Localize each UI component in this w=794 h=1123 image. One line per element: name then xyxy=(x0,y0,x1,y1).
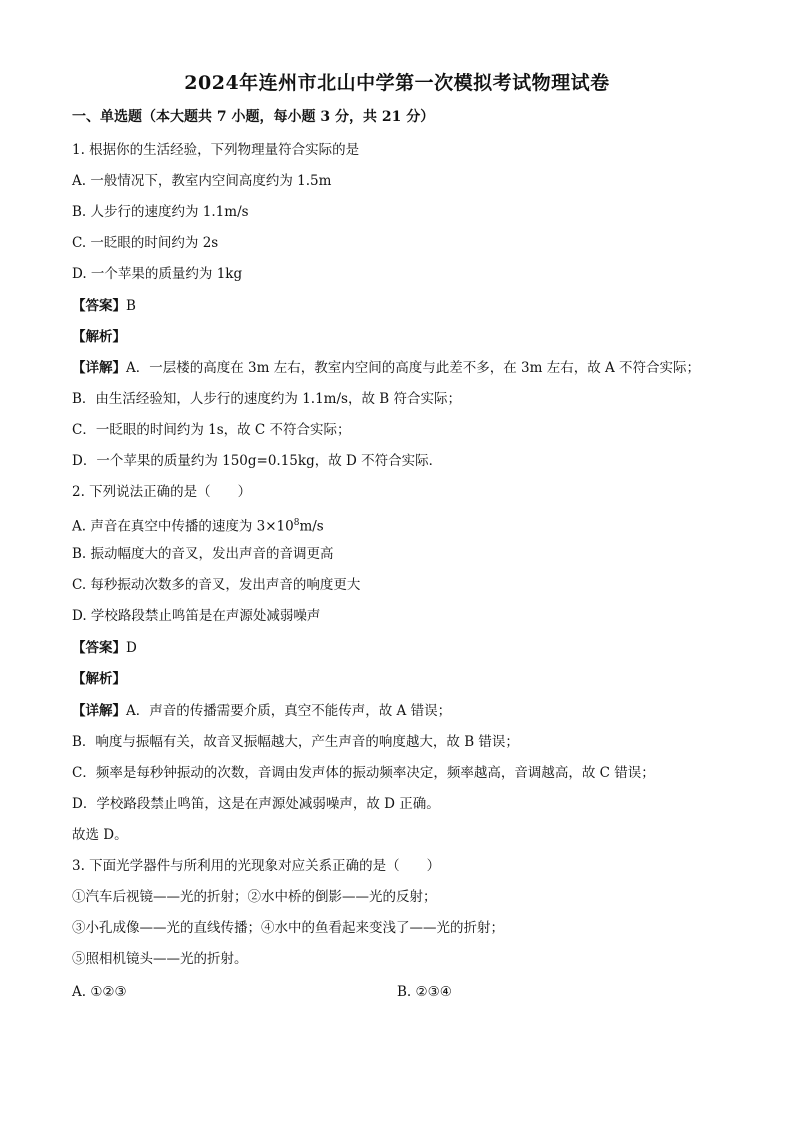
q1-analysis-label xyxy=(72,328,126,346)
q3-item-line-3: ⑤照相机镜头——光的折射。 xyxy=(72,951,248,967)
answer-value: B xyxy=(126,298,136,314)
unit: m/s xyxy=(299,518,324,535)
q2-option-a xyxy=(72,514,324,536)
q2-analysis-label xyxy=(72,670,126,688)
page-title: 2024年连州市北山中学第一次模拟考试物理试卷 xyxy=(184,72,610,94)
q1-explain-c: C．一眨眼的时间约为 1s，故 C 不符合实际； xyxy=(72,422,351,438)
q1-option-a: A. 一般情况下，教室内空间高度约为 1.5m xyxy=(72,173,332,189)
q2-option-c: C. 每秒振动次数多的音叉，发出声音的响度更大 xyxy=(72,577,361,593)
q3-item-line-2: ③小孔成像——光的直线传播；④水中的鱼看起来变浅了——光的折射； xyxy=(72,920,504,936)
q3-option-b: B. ②③④ xyxy=(397,984,452,1000)
q2-option-b: B. 振动幅度大的音叉，发出声音的音调更高 xyxy=(72,546,334,562)
q1-explain-d: D．一个苹果的质量约为 150g=0.15kg，故 D 不符合实际． xyxy=(72,453,443,469)
q2-conclusion: 故选 D。 xyxy=(72,827,128,843)
option-text: A. 声音在真空中传播的速度为 3×10 xyxy=(72,518,294,535)
detail-tag: 【详解】 xyxy=(72,703,126,719)
explain-text: A．一层楼的高度在 3m 左右，教室内空间的高度与此差不多，在 3m 左右，故 A 不符合实际； xyxy=(126,360,701,376)
q1-answer xyxy=(72,297,136,315)
q2-option-d: D. 学校路段禁止鸣笛是在声源处减弱噪声 xyxy=(72,608,321,624)
explain-text: A．声音的传播需要介质，真空不能传声，故 A 错误； xyxy=(126,703,452,719)
detail-tag: 【详解】 xyxy=(72,360,126,376)
q2-answer xyxy=(72,639,137,657)
q3-stem: 3. 下面光学器件与所利用的光现象对应关系正确的是（ ） xyxy=(72,858,441,874)
q1-option-d: D. 一个苹果的质量约为 1kg xyxy=(72,266,243,282)
q1-option-b: B. 人步行的速度约为 1.1m/s xyxy=(72,204,249,220)
q2-explain-b: B．响度与振幅有关，故音叉振幅越大，产生声音的响度越大，故 B 错误； xyxy=(72,734,519,750)
analysis-tag: 【解析】 xyxy=(72,671,126,687)
q1-explain-a xyxy=(72,359,700,377)
exponent: 8 xyxy=(293,518,300,528)
q2-explain-c: C．频率是每秒钟振动的次数，音调由发声体的振动频率决定，频率越高，音调越高，故 C 错误； xyxy=(72,765,655,781)
q1-explain-b: B．由生活经验知，人步行的速度约为 1.1m/s，故 B 符合实际； xyxy=(72,391,461,407)
q2-explain-d: D．学校路段禁止鸣笛，这是在声源处减弱噪声，故 D 正确。 xyxy=(72,796,440,812)
section-heading: 一、单选题（本大题共 7 小题，每小题 3 分，共 21 分） xyxy=(72,109,435,125)
answer-value: D xyxy=(126,640,137,656)
q2-explain-a xyxy=(72,702,451,720)
q3-item-line-1: ①汽车后视镜——光的折射；②水中桥的倒影——光的反射； xyxy=(72,889,437,905)
answer-tag: 【答案】 xyxy=(72,640,126,656)
q1-stem: 1. 根据你的生活经验，下列物理量符合实际的是 xyxy=(72,142,360,158)
q1-option-c: C. 一眨眼的时间约为 2s xyxy=(72,235,219,251)
q3-option-a: A. ①②③ xyxy=(72,984,127,1000)
answer-tag: 【答案】 xyxy=(72,298,126,314)
q2-stem: 2. 下列说法正确的是（ ） xyxy=(72,484,252,500)
analysis-tag: 【解析】 xyxy=(72,329,126,345)
